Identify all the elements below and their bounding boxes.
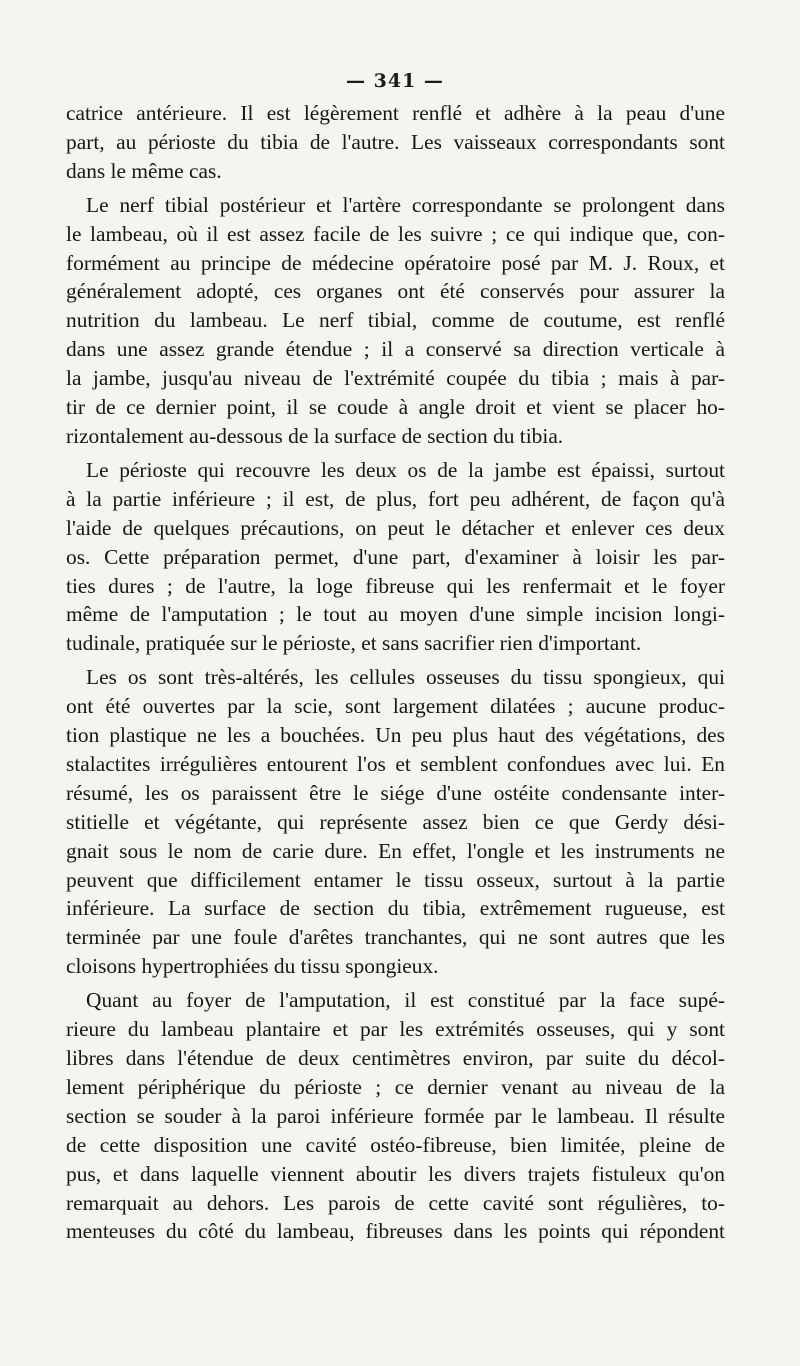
page-number: — 341 —	[346, 70, 444, 92]
text-line: Les os sont très-altérés, les cellules osseuses du tissu spongieux, qui	[86, 665, 725, 690]
text-line: généralement adopté, ces organes ont été conservés pour assurer la	[66, 279, 725, 304]
text-line: remarquait au dehors. Les parois de cette cavité sont régulières, to-	[66, 1190, 725, 1215]
text-line: dans le même cas.	[66, 158, 222, 183]
text-line: os. Cette préparation permet, d'une part, d'examiner à loisir les par-	[66, 544, 725, 569]
text-line: la jambe, jusqu'au niveau de l'extrémité coupée du tibia ; mais à par-	[66, 366, 725, 391]
text-line: Le nerf tibial postérieur et l'artère correspondante se prolongent dans	[86, 192, 725, 217]
text-line: formément au principe de médecine opératoire posé par M. J. Roux, et	[66, 250, 725, 275]
text-line: tudinale, pratiquée sur le périoste, et sans sacrifier rien d'important.	[66, 631, 642, 656]
text-line: rieure du lambeau plantaire et par les extrémités osseuses, qui y sont	[66, 1017, 725, 1042]
text-line: Le périoste qui recouvre les deux os de la jambe est épaissi, surtout	[86, 457, 725, 482]
text-line: tir de ce dernier point, il se coude à angle droit et vient se placer ho-	[66, 395, 725, 420]
text-line: stalactites irrégulières entourent l'os et semblent confondues avec lui. En	[66, 751, 725, 776]
text-line: nutrition du lambeau. Le nerf tibial, comme de coutume, est renflé	[66, 308, 725, 333]
text-line: cloisons hypertrophiées du tissu spongieux.	[66, 954, 439, 979]
text-line: stitielle et végétante, qui représente assez bien ce que Gerdy dési-	[66, 809, 725, 834]
paragraph	[66, 986, 725, 1246]
paragraph	[66, 663, 725, 981]
paragraph	[66, 456, 725, 658]
text-line: même de l'amputation ; le tout au moyen d'une simple incision longi-	[66, 602, 725, 627]
text-line: libres dans l'étendue de deux centimètres environ, par suite du décol-	[66, 1046, 725, 1070]
text-line: de cette disposition une cavité ostéo-fibreuse, bien limitée, pleine de	[66, 1132, 725, 1157]
text-line: lement périphérique du périoste ; ce dernier venant au niveau de la	[66, 1074, 725, 1099]
text-line: terminée par une foule d'arêtes tranchantes, qui ne sont autres que les	[66, 925, 725, 950]
text-line: ties dures ; de l'autre, la loge fibreuse qui les renfermait et le foyer	[66, 573, 725, 598]
text-line: dans une assez grande étendue ; il a conservé sa direction verticale à	[66, 337, 725, 362]
text-line: menteuses du côté du lambeau, fibreuses dans les points qui répondent	[66, 1219, 725, 1244]
paragraph	[66, 99, 725, 186]
text-line: ont été ouvertes par la scie, sont largement dilatées ; aucune produc-	[66, 694, 725, 719]
text-line: résumé, les os paraissent être le siége d'une ostéite condensante inter-	[66, 780, 725, 805]
text-line: peuvent que difficilement entamer le tissu osseux, surtout à la partie	[66, 867, 725, 892]
text-line: catrice antérieure. Il est légèrement renflé et adhère à la peau d'une	[66, 101, 725, 125]
text-line: l'aide de quelques précautions, on peut le détacher et enlever ces deux	[66, 515, 725, 540]
text-line: part, au périoste du tibia de l'autre. Les vaisseaux correspondants sont	[66, 129, 725, 154]
text-line: inférieure. La surface de section du tibia, extrêmement rugueuse, est	[66, 896, 725, 921]
text-line: gnait sous le nom de carie dure. En effet, l'ongle et les instruments ne	[66, 838, 725, 863]
text-line: le lambeau, où il est assez facile de les suivre ; ce qui indique que, con-	[66, 221, 725, 246]
text-line: rizontalement au-dessous de la surface de section du tibia.	[66, 423, 564, 448]
text-line: section se souder à la paroi inférieure formée par le lambeau. Il résulte	[66, 1103, 725, 1128]
text-line: tion plastique ne les a bouchées. Un peu plus haut des végétations, des	[66, 723, 725, 748]
text-line: Quant au foyer de l'amputation, il est constitué par la face supé-	[86, 988, 725, 1013]
page-body-text	[66, 99, 725, 1246]
text-line: à la partie inférieure ; il est, de plus, fort peu adhérent, de façon qu'à	[66, 486, 725, 511]
paragraph	[66, 191, 725, 451]
text-line: pus, et dans laquelle viennent aboutir les divers trajets fistuleux qu'on	[66, 1161, 725, 1186]
